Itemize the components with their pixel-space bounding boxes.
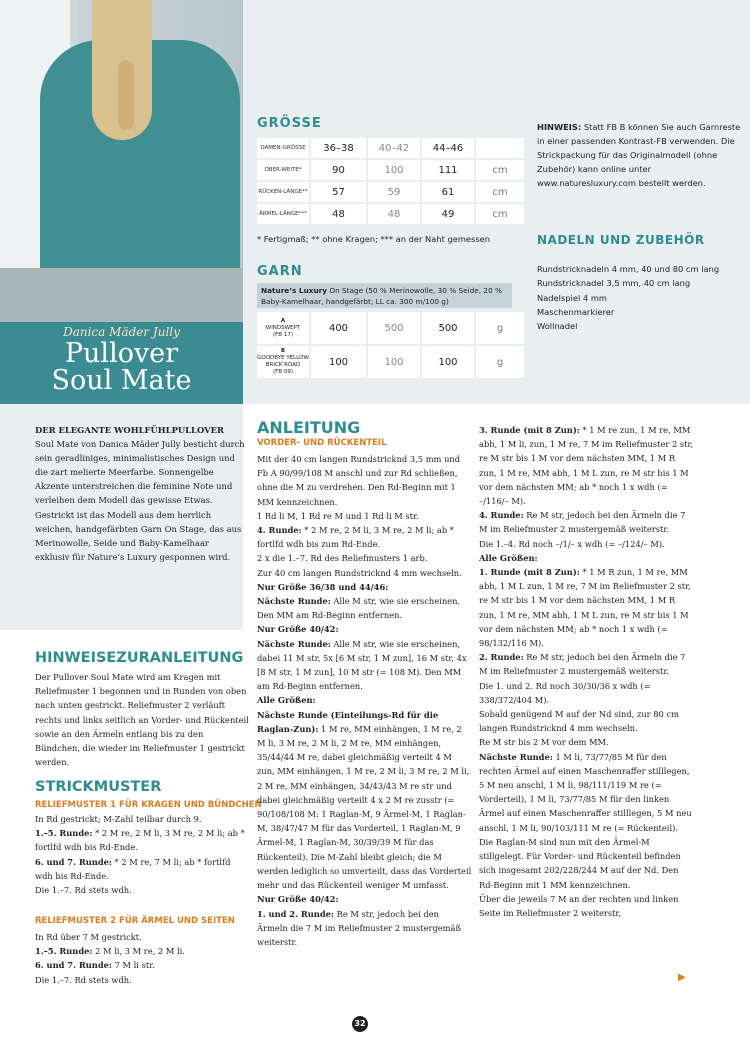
line-bold: 1.–5. Runde:	[35, 828, 93, 839]
yarn-value-3: 500	[422, 312, 474, 344]
yarn-row	[257, 346, 524, 378]
size-unit	[476, 138, 524, 158]
text-line	[479, 565, 694, 650]
text-line	[257, 622, 472, 636]
line-bold: Nur Größe 36/38 und 44/46:	[257, 581, 389, 592]
text-line	[257, 594, 472, 622]
line-bold: 1. Runde (mit 8 Zun):	[479, 567, 580, 578]
text-line	[257, 523, 472, 551]
relief-pattern-2-text	[35, 930, 250, 987]
front-back-heading: VORDER- UND RÜCKENTEIL	[257, 438, 387, 448]
needles-list	[537, 262, 737, 333]
needles-item: Rundstricknadeln 4 mm, 40 und 80 cm lang	[537, 264, 720, 274]
text-line	[257, 452, 472, 509]
line-bold: 3. Runde (mit 8 Zun):	[479, 425, 580, 435]
line-text: * 1 M R zun, 1 M re, MM abh, 1 M L zun, 1 M re, 7 M im Reliefmuster 2 str, re M str bis 1 M vor dem nächsten MM, 1 M R zun, 1 M re, MM abh, 1 M L zun, re M str bis 1 M vor dem nächsten MM; ab * noch 1 x wdh (= 98/132/116 M).	[479, 567, 691, 649]
size-value-3: 49	[422, 204, 474, 224]
needles-item: Nadelspiel 4 mm	[537, 292, 607, 303]
braid-illustration	[118, 60, 134, 130]
line-text: 1 Rd li M, 1 Rd re M und 1 Rd li M str.	[257, 510, 419, 521]
intro-body: Soul Mate von Danica Mäder Jully besticht durch sein geradliniges, minimalistisches Design und die zart melierte Meerfarbe. Sonnengelbe Akzente unterstreichen die feminine Note und verleihen dem Modell das gewisse Etwas. Gestrickt ist das Modell aus dem herrlich weichen, handgefärbten Garn On Stage, das aus Merinowolle, Seide und Baby-Kamelhaar exklusiv für Nature’s Luxury gesponnen wird.	[35, 439, 245, 562]
line-bold: 4. Runde:	[479, 510, 524, 521]
line-text: * 2 M re, 7 M li; ab * fortlfd wdh bis Rd-Ende.	[35, 856, 231, 881]
line-bold: Nächste Runde:	[257, 638, 331, 649]
line-text: Zur 40 cm langen Rundstricknd 4 mm wechseln.	[257, 567, 462, 578]
text-line	[35, 930, 250, 944]
size-value-1: 36–38	[311, 138, 366, 158]
yarn-brand: Nature’s Luxury	[261, 286, 328, 295]
notes-heading: HINWEISEZURANLEITUNG	[35, 650, 244, 666]
line-text: 2 x die 1.–7. Rd des Reliefmusters 1 arb.	[257, 553, 428, 564]
relief-pattern-1-text	[35, 812, 250, 897]
text-line	[257, 637, 472, 694]
size-heading: GRÖSSE	[257, 116, 322, 131]
instructions-column-1	[257, 452, 472, 949]
designer-name: Danica Mäder Jully	[63, 325, 180, 339]
size-value-2: 59	[368, 182, 420, 202]
text-line	[35, 855, 250, 883]
intro-lead: DER ELEGANTE WOHLFÜHLPULLOVER	[35, 425, 224, 435]
line-bold: Nächste Runde:	[479, 751, 553, 762]
text-line	[257, 566, 472, 580]
text-line	[479, 892, 694, 920]
line-bold: 1. und 2. Runde:	[257, 908, 334, 919]
text-line	[257, 892, 472, 906]
size-footnote: * Fertigmaß; ** ohne Kragen; *** an der Naht gemessen	[257, 234, 491, 244]
line-text: 1 M li, 73/77/85 M für den rechten Ärmel auf einen Maschenraffer stilllegen, 5 M neu anschl, 1 M li, 98/111/119 M re (= Vorderteil), 1 M li, 73/77/85 M für den linken Ärmel auf einen Maschenraffer stilllegen, 5 M neu anschl, 1 M li, 90/103/111 M re (= Rückenteil).	[479, 751, 692, 833]
size-unit: cm	[476, 204, 524, 224]
line-bold: Alle Größen:	[479, 552, 538, 563]
yarn-value-1: 400	[311, 312, 366, 344]
line-bold: Nächste Runde:	[257, 596, 331, 607]
needles-item: Maschenmarkierer	[537, 306, 615, 317]
line-text: Die 1.–7. Rd stets wdh.	[35, 885, 132, 896]
stitch-pattern-heading: STRICKMUSTER	[35, 779, 162, 795]
model-photo	[0, 0, 243, 322]
text-line	[479, 835, 694, 892]
line-text: 7 M li str.	[111, 960, 155, 971]
continue-arrow-icon: ▶	[678, 972, 686, 983]
yarn-description	[257, 283, 512, 308]
text-line	[257, 509, 472, 523]
text-line	[479, 650, 694, 678]
size-unit: cm	[476, 160, 524, 180]
line-bold: 4. Runde:	[257, 525, 302, 536]
line-text: Über die jeweils 7 M an der rechten und linken Seite im Reliefmuster 2 weiterstr,	[479, 893, 679, 918]
line-text: Alle M str, wie sie erscheinen, dabei 11 M str, 5x [6 M str, 1 M zun], 16 M str, 4x [8 M str, 1 M zun], 10 M str (= 108 M). Den MM am Rd-Beginn entfernen.	[257, 638, 467, 692]
size-value-3: 44–46	[422, 138, 474, 158]
size-value-1: 48	[311, 204, 366, 224]
size-value-2: 40–42	[368, 138, 420, 158]
text-line	[35, 958, 250, 972]
text-line	[35, 973, 250, 987]
yarn-label-part: (FB 09)	[273, 369, 293, 375]
size-value-2: 100	[368, 160, 420, 180]
text-line	[257, 708, 472, 893]
size-row-label: OBER-WEITE*	[257, 160, 309, 180]
page-title	[0, 340, 243, 394]
size-row-label: RÜCKEN-LÄNGE**	[257, 182, 309, 202]
title-line-1: Pullover	[64, 338, 179, 369]
size-value-1: 57	[311, 182, 366, 202]
yarn-desc-text: On Stage (50 % Merinowolle, 30 % Seide, 20 % Baby-Kamelhaar, handgefärbt; LL ca. 300 m/100 g)	[261, 286, 502, 306]
size-value-3: 111	[422, 160, 474, 180]
line-text: Die 1.–7. Rd stets wdh.	[35, 974, 132, 985]
yarn-unit: g	[476, 312, 524, 344]
line-bold: 6. und 7. Runde:	[35, 960, 112, 971]
text-line	[35, 812, 250, 826]
size-value-3: 61	[422, 182, 474, 202]
line-text: Die 1. und 2. Rd noch 30/30/36 x wdh (= 338/372/404 M).	[479, 680, 651, 705]
yarn-label-part: B	[280, 348, 286, 354]
yarn-row	[257, 312, 524, 344]
text-line	[479, 707, 694, 735]
page-number: 32	[352, 1016, 368, 1032]
line-bold: 1.–5. Runde:	[35, 946, 93, 957]
line-text: 2 M li, 3 M re, 2 M li.	[92, 946, 185, 957]
needles-heading: NADELN UND ZUBEHÖR	[537, 233, 705, 247]
yarn-label-part: GOODBYE YELLOW BRICK ROAD	[257, 355, 309, 368]
text-line	[479, 508, 694, 536]
title-band	[0, 322, 243, 404]
size-row-label: ÄRMEL-LÄNGE***	[257, 204, 309, 224]
yarn-value-2: 100	[368, 346, 420, 378]
line-text: In Rd über 7 M gestrickt.	[35, 932, 142, 942]
line-text: * 2 M re, 2 M li, 3 M re, 2 M li; ab * fortlfd wdh bis Rd-Ende.	[35, 828, 245, 853]
yarn-value-2: 500	[368, 312, 420, 344]
text-line	[35, 883, 250, 897]
hint-label: HINWEIS:	[537, 122, 582, 132]
text-line	[479, 551, 694, 565]
text-line	[479, 679, 694, 707]
line-text: Re M str, jedoch bei den Ärmeln die 7 M im Reliefmuster 2 mustergemäß weiterstr.	[479, 652, 686, 677]
text-line	[257, 907, 472, 950]
line-text: In Rd gestrickt; M-Zahl teilbar durch 9.	[35, 814, 202, 824]
yarn-table	[255, 310, 526, 380]
size-value-2: 48	[368, 204, 420, 224]
line-text: 1 M re, MM einhängen, 1 M re, 2 M li, 3 M re, 2 M li, 2 M re, MM einhängen, 35/44/44 M re, dabei gleichmäßig verteilt 4 M zun, MM einhängen, 1 M re, 2 M li, 3 M re, 2 M li, 2 M re, MM einhängen, 34/43/43 M re str und dabei gleichmäßig verteilt 4 x 2 M re zusstr (= 90/108/108 M: 1 Raglan-M, 9 Ärmel-M, 1 Raglan-M, 38/47/47 M für das Vorderteil, 1 Raglan-M, 9 Ärmel-M, 1 Raglan-M, 30/39/39 M für das Rückenteil). Die M-Zahl bleibt gleich; die M werden lediglich so umverteilt, dass das Vorderteil mehr und das Rückenteil weniger M umfasst.	[257, 723, 472, 891]
line-text: Re M str bis 2 M vor dem MM.	[479, 737, 609, 748]
line-text: * 2 M re, 2 M li, 3 M re, 2 M li; ab * fortlfd wdh bis zum Rd-Ende.	[257, 525, 454, 550]
line-text: Die Raglan-M sind nun mit den Ärmel-M stillgelegt. Für Vorder- und Rückenteil befinden sich insgesamt 202/228/244 M auf der Nd. Den Rd-Beginn mit 1 MM kennzeichnen.	[479, 836, 681, 890]
size-row-label: DAMEN-GRÖSSE	[257, 138, 309, 158]
yarn-label-part: (FB 17)	[273, 331, 293, 338]
line-text: Alle M str, wie sie erscheinen. Den MM am Rd-Beginn entfernen.	[257, 596, 461, 621]
yarn-value-3: 100	[422, 346, 474, 378]
hint-text: Statt FB B können Sie auch Garnreste in einer passenden Kontrast-FB verwenden. Die Strickpackung für das Originalmodell (ohne Zubehör) kann online unter www.naturesluxury.com bestellt werden.	[537, 122, 741, 188]
text-line	[479, 423, 694, 508]
text-line	[35, 944, 250, 958]
text-line	[257, 580, 472, 594]
line-text: Re M str, jedoch bei den Ärmeln die 7 M im Reliefmuster 2 mustergemäß weiterstr.	[479, 510, 686, 535]
yarn-value-1: 100	[311, 346, 366, 378]
window-sill	[0, 268, 243, 322]
instructions-column-2	[479, 423, 694, 920]
intro-text	[35, 423, 245, 564]
yarn-unit: g	[476, 346, 524, 378]
line-bold: Nur Größe 40/42:	[257, 624, 339, 635]
size-value-1: 90	[311, 160, 366, 180]
text-line	[479, 537, 694, 551]
text-line	[257, 551, 472, 565]
relief-pattern-1-heading: RELIEFMUSTER 1 FÜR KRAGEN UND BÜNDCHEN	[35, 800, 262, 810]
yarn-heading: GARN	[257, 264, 303, 279]
needles-item: Wollnadel	[537, 321, 578, 332]
size-row	[257, 138, 524, 158]
line-text: Mit der 40 cm langen Rundstricknd 3,5 mm und Fb A 90/99/108 M anschl und zur Rd schließen, ohne die M zu verdrehen. Den Rd-Beginn mit 1 MM kennzeichnen.	[257, 454, 461, 507]
size-unit: cm	[476, 182, 524, 202]
title-line-2: Soul Mate	[51, 365, 192, 396]
line-text: Die 1.–4. Rd noch –/1/– x wdh (= –/124/– M).	[479, 538, 665, 549]
line-bold: 2. Runde:	[479, 652, 524, 663]
notes-text: Der Pullover Soul Mate wird am Kragen mit Reliefmuster 1 begonnen und in Runden von oben nach unten gestrickt. Reliefmuster 2 verläuft rechts und links seitlich an Vorder- und Rückenteil sowie an den Ärmeln entlang bis zu den Bündchen, die wieder im Reliefmuster 1 gestrickt werden.	[35, 672, 249, 768]
needles-item: Rundstricknadel 3,5 mm, 40 cm lang	[537, 278, 691, 289]
size-row	[257, 182, 524, 202]
line-bold: 6. und 7. Runde:	[35, 856, 112, 867]
line-text: Re M str, jedoch bei den Ärmeln die 7 M im Reliefmuster 2 mustergemäß weiterstr.	[257, 908, 462, 947]
line-bold: Nur Größe 40/42:	[257, 894, 339, 905]
instructions-heading: ANLEITUNG	[257, 418, 361, 437]
yarn-label-part: WINDSWEPT	[265, 324, 301, 331]
text-line	[479, 735, 694, 749]
line-bold: Alle Größen:	[257, 695, 316, 706]
size-row	[257, 204, 524, 224]
yarn-row-label	[257, 312, 309, 344]
relief-pattern-2-heading: RELIEFMUSTER 2 FÜR ÄRMEL UND SEITEN	[35, 916, 235, 926]
line-text: Sobald genügend M auf der Nd sind, zur 80 cm langen Rundstricknd 4 mm wechseln.	[479, 709, 679, 734]
yarn-label-part: A	[280, 317, 286, 324]
line-text: * 1 M re zun, 1 M re, MM abh, 1 M li, zun, 1 M re, 7 M im Reliefmuster 2 str, re M str bis 1 M vor dem nächsten MM, 1 M R zun, 1 M re, MM abh, 1 M L zun, re M str bis 1 M vor dem nächsten MM; ab * noch 1 x wdh (= –/116/– M).	[479, 425, 694, 507]
size-table	[255, 136, 526, 226]
text-line	[35, 826, 250, 854]
line-bold: Nächste Runde (Einteilungs-Rd für die Raglan-Zun):	[257, 709, 439, 734]
hint-box	[537, 120, 747, 190]
text-line	[479, 750, 694, 835]
size-row	[257, 160, 524, 180]
yarn-row-label	[257, 346, 309, 378]
text-line	[257, 693, 472, 707]
